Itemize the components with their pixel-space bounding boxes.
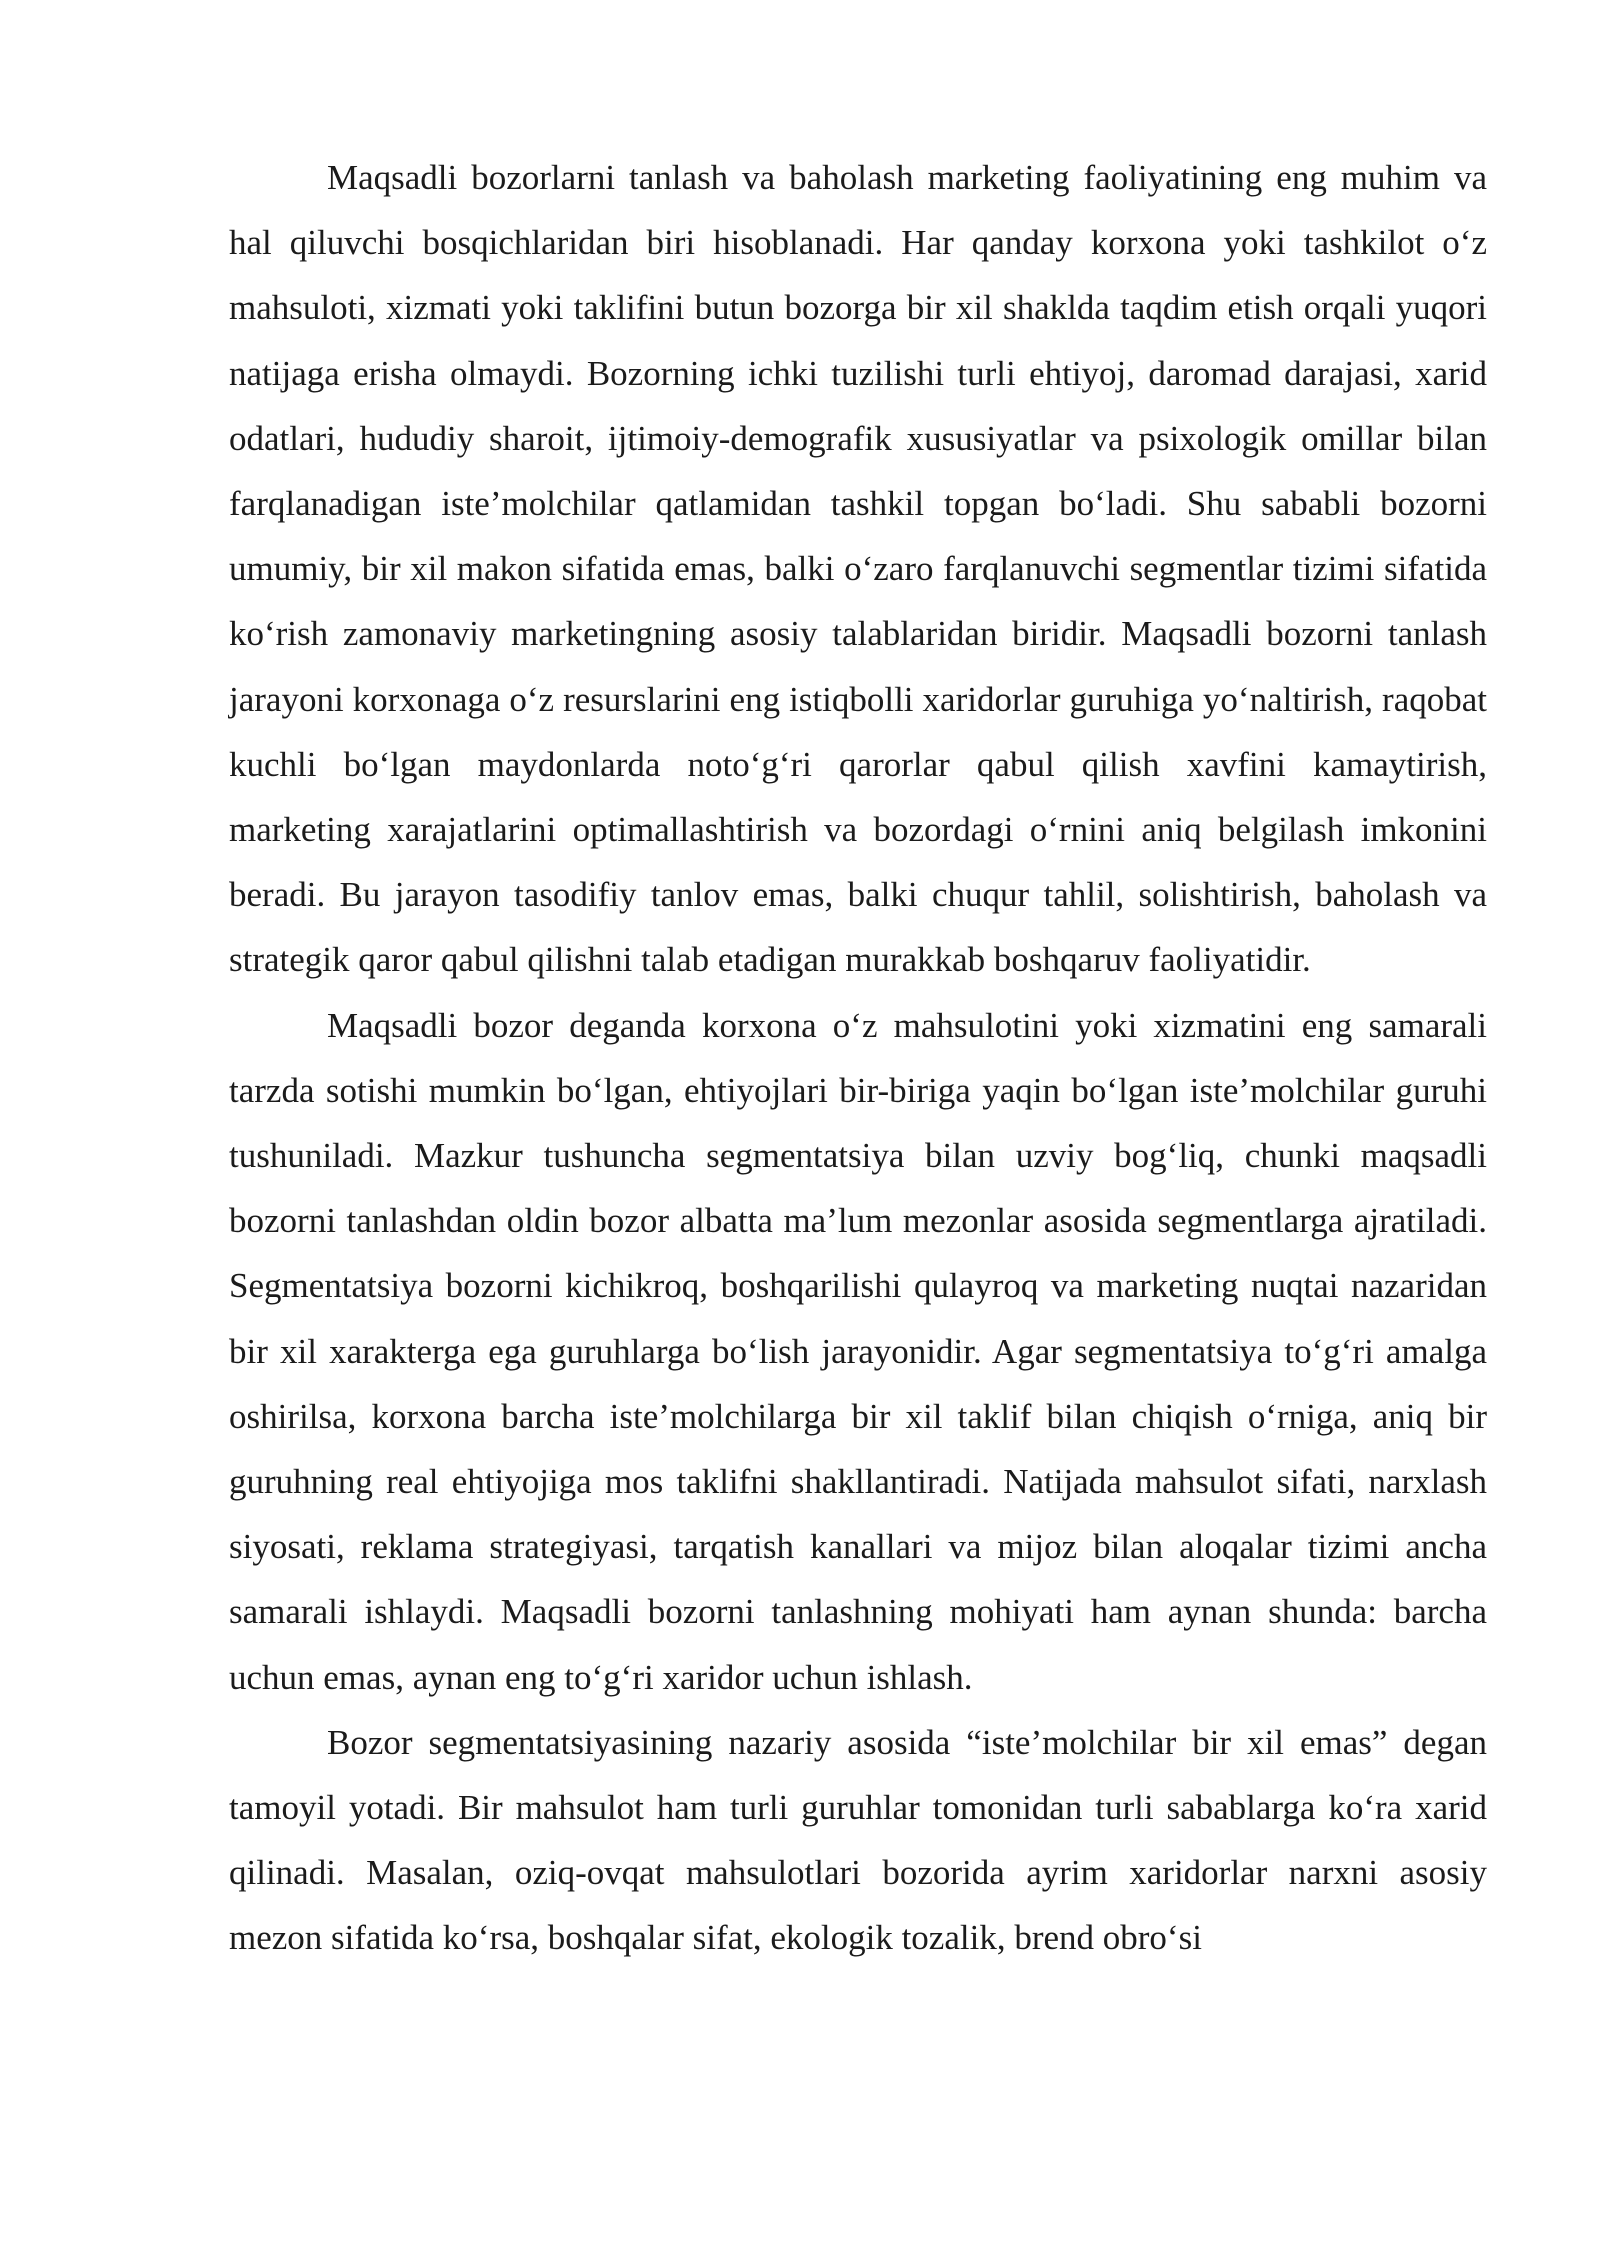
paragraph: Maqsadli bozor deganda korxona o‘z mahsulotini yoki xizmatini eng samarali tarzda sotishi mumkin bo‘lgan, ehtiyojlari bir-biriga yaqin bo‘lgan iste’molchilar guruhi tushuniladi. Mazkur tushuncha segmentatsiya bilan uzviy bog‘liq, chunki maqsadli bozorni tanlashdan oldin bozor albatta ma’lum mezonlar asosida segmentlarga ajratiladi. Segmentatsiya bozorni kichikroq, boshqarilishi qulayroq va marketing nuqtai nazaridan bir xil xarakterga ega guruhlarga bo‘lish jarayonidir. Agar segmentatsiya to‘g‘ri amalga oshirilsa, korxona barcha iste’molchilarga bir xil taklif bilan chiqish o‘rniga, aniq bir guruhning real ehtiyojiga mos taklifni shakllantiradi. Natijada mahsulot sifati, narxlash siyosati, reklama strategiyasi, tarqatish kanallari va mijoz bilan aloqalar tizimi ancha samarali ishlaydi. Maqsadli bozorni tanlashning mohiyati ham aynan shunda: barcha uchun emas, aynan eng to‘g‘ri xaridor uchun ishlash. [229,1005,1487,1697]
paragraph: Maqsadli bozorlarni tanlash va baholash marketing faoliyatining eng muhim va hal qiluvchi bosqichlaridan biri hisoblanadi. Har qanday korxona yoki tashkilot o‘z mahsuloti, xizmati yoki taklifini butun bozorga bir xil shaklda taqdim etish orqali yuqori natijaga erisha olmaydi. Bozorning ichki tuzilishi turli ehtiyoj, daromad darajasi, xarid odatlari, hududiy sharoit, ijtimoiy-demografik xususiyatlar va psixologik omillar bilan farqlanadigan iste’molchilar qatlamidan tashkil topgan bo‘ladi. Shu sababli bozorni umumiy, bir xil makon sifatida emas, balki o‘zaro farqlanuvchi segmentlar tizimi sifatida ko‘rish zamonaviy marketingning asosiy talablaridan biridir. Maqsadli bozorni tanlash jarayoni korxonaga o‘z resurslarini eng istiqbolli xaridorlar guruhiga yo‘naltirish, raqobat kuchli bo‘lgan maydonlarda noto‘g‘ri qarorlar qabul qilish xavfini kamaytirish, marketing xarajatlarini optimallashtirish va bozordagi o‘rnini aniq belgilash imkonini beradi. Bu jarayon tasodifiy tanlov emas, balki chuqur tahlil, solishtirish, baholash va strategik qaror qabul qilishni talab etadigan murakkab boshqaruv faoliyatidir. [229,158,1487,980]
document-body [229,145,1487,1971]
paragraph: Bozor segmentatsiyasining nazariy asosida “iste’molchilar bir xil emas” degan tamoyil yotadi. Bir mahsulot ham turli guruhlar tomonidan turli sabablarga ko‘ra xarid qilinadi. Masalan, oziq-ovqat mahsulotlari bozorida ayrim xaridorlar narxni asosiy mezon sifatida ko‘rsa, boshqalar sifat, ekologik tozalik, brend obro‘si [229,1722,1487,1958]
